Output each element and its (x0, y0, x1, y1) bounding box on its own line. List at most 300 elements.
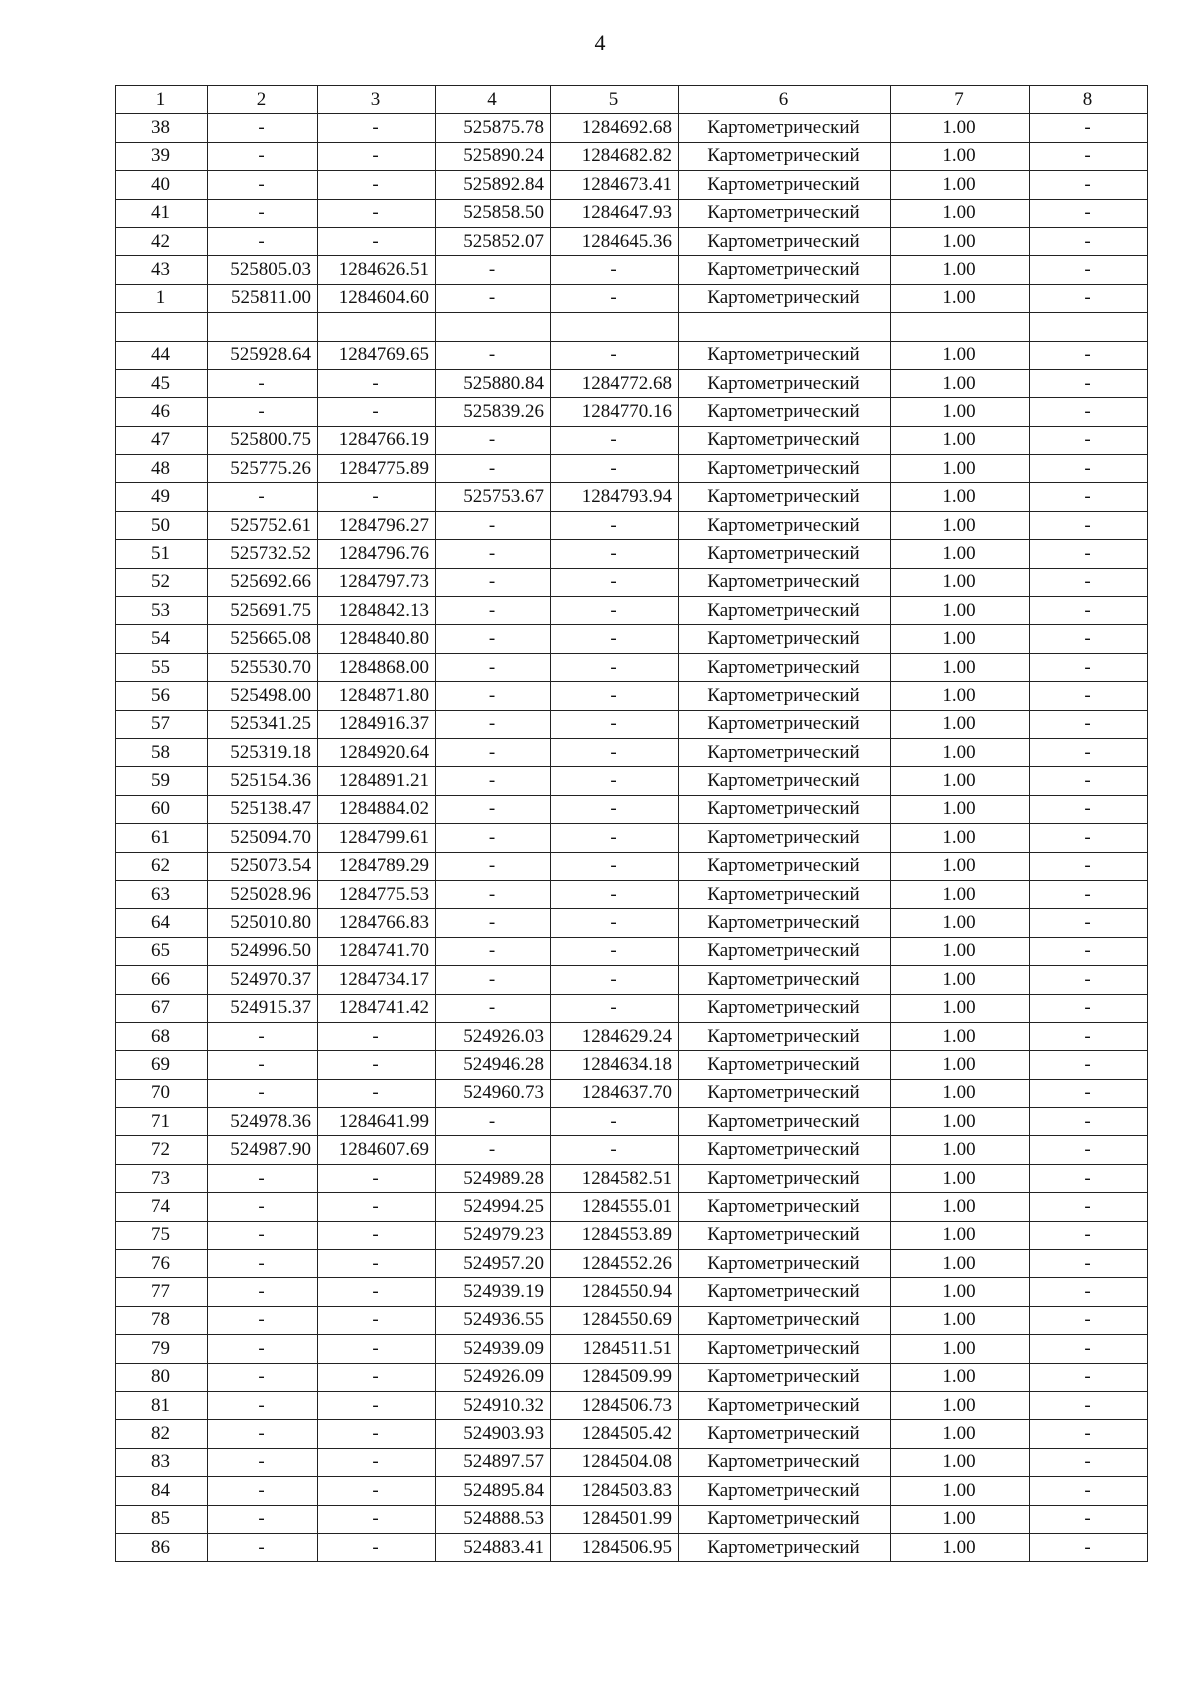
cell-accuracy: 1.00 (891, 767, 1030, 795)
cell-x-coordinate-b: - (436, 1108, 551, 1136)
cell-y-coordinate-b: 1284682.82 (551, 142, 679, 170)
cell-y-coordinate-b: 1284647.93 (551, 199, 679, 227)
cell-method: Картометрический (679, 455, 891, 483)
cell-y-coordinate-a: - (318, 1335, 436, 1363)
column-header-3: 3 (318, 86, 436, 114)
cell-method: Картометрический (679, 1221, 891, 1249)
table-body (116, 86, 1148, 1562)
cell-x-coordinate-b: - (436, 455, 551, 483)
cell-accuracy: 1.00 (891, 511, 1030, 539)
cell-point-number: 80 (116, 1363, 208, 1391)
cell-note: - (1030, 1221, 1148, 1249)
cell-point-number: 54 (116, 625, 208, 653)
cell-x-coordinate-a: 524915.37 (208, 994, 318, 1022)
table-row (116, 909, 1148, 937)
cell-accuracy: 1.00 (891, 625, 1030, 653)
cell-method: Картометрический (679, 625, 891, 653)
cell-y-coordinate-a: - (318, 171, 436, 199)
cell-x-coordinate-a: - (208, 1221, 318, 1249)
cell-y-coordinate-a: 1284626.51 (318, 256, 436, 284)
cell-y-coordinate-b (551, 313, 679, 341)
cell-point-number: 70 (116, 1079, 208, 1107)
cell-y-coordinate-a: 1284775.89 (318, 455, 436, 483)
cell-y-coordinate-b: 1284673.41 (551, 171, 679, 199)
cell-accuracy: 1.00 (891, 653, 1030, 681)
cell-method: Картометрический (679, 199, 891, 227)
cell-y-coordinate-b: - (551, 852, 679, 880)
table-row (116, 966, 1148, 994)
cell-note: - (1030, 171, 1148, 199)
cell-method: Картометрический (679, 256, 891, 284)
cell-x-coordinate-b: 524895.84 (436, 1477, 551, 1505)
cell-point-number: 75 (116, 1221, 208, 1249)
column-header-6: 6 (679, 86, 891, 114)
cell-x-coordinate-b: - (436, 795, 551, 823)
cell-accuracy: 1.00 (891, 540, 1030, 568)
cell-y-coordinate-b: 1284552.26 (551, 1250, 679, 1278)
cell-point-number: 50 (116, 511, 208, 539)
cell-method: Картометрический (679, 824, 891, 852)
cell-note: - (1030, 795, 1148, 823)
cell-y-coordinate-b: 1284582.51 (551, 1164, 679, 1192)
cell-y-coordinate-a: - (318, 1477, 436, 1505)
cell-y-coordinate-a (318, 313, 436, 341)
cell-x-coordinate-b: - (436, 852, 551, 880)
cell-y-coordinate-b: 1284629.24 (551, 1022, 679, 1050)
cell-x-coordinate-b: - (436, 682, 551, 710)
column-header-4: 4 (436, 86, 551, 114)
cell-x-coordinate-a: 525691.75 (208, 597, 318, 625)
table-row (116, 540, 1148, 568)
cell-y-coordinate-a: 1284920.64 (318, 738, 436, 766)
cell-note: - (1030, 937, 1148, 965)
cell-y-coordinate-b: 1284555.01 (551, 1193, 679, 1221)
cell-y-coordinate-a: - (318, 1363, 436, 1391)
cell-accuracy: 1.00 (891, 1335, 1030, 1363)
cell-x-coordinate-b: - (436, 824, 551, 852)
table-row (116, 483, 1148, 511)
cell-accuracy: 1.00 (891, 1193, 1030, 1221)
cell-accuracy: 1.00 (891, 227, 1030, 255)
cell-method: Картометрический (679, 1108, 891, 1136)
cell-accuracy: 1.00 (891, 284, 1030, 312)
cell-x-coordinate-a: 525498.00 (208, 682, 318, 710)
cell-note: - (1030, 682, 1148, 710)
cell-y-coordinate-b: 1284550.69 (551, 1306, 679, 1334)
cell-x-coordinate-b: - (436, 937, 551, 965)
cell-x-coordinate-a: - (208, 199, 318, 227)
cell-y-coordinate-b: - (551, 966, 679, 994)
cell-y-coordinate-b: 1284501.99 (551, 1505, 679, 1533)
cell-method: Картометрический (679, 171, 891, 199)
cell-x-coordinate-a: 525732.52 (208, 540, 318, 568)
cell-accuracy: 1.00 (891, 1391, 1030, 1419)
table-row (116, 1221, 1148, 1249)
cell-accuracy (891, 313, 1030, 341)
table-row (116, 795, 1148, 823)
cell-note: - (1030, 1477, 1148, 1505)
cell-x-coordinate-b: - (436, 653, 551, 681)
cell-note: - (1030, 1193, 1148, 1221)
cell-x-coordinate-a: 525010.80 (208, 909, 318, 937)
cell-point-number: 43 (116, 256, 208, 284)
cell-y-coordinate-b: 1284511.51 (551, 1335, 679, 1363)
cell-x-coordinate-a: 525154.36 (208, 767, 318, 795)
cell-point-number: 67 (116, 994, 208, 1022)
cell-y-coordinate-b: - (551, 738, 679, 766)
cell-y-coordinate-b: - (551, 937, 679, 965)
cell-y-coordinate-a: - (318, 142, 436, 170)
cell-method: Картометрический (679, 682, 891, 710)
table-row (116, 653, 1148, 681)
cell-x-coordinate-a: - (208, 483, 318, 511)
column-header-2: 2 (208, 86, 318, 114)
cell-method: Картометрический (679, 1193, 891, 1221)
cell-x-coordinate-b: 524903.93 (436, 1420, 551, 1448)
cell-accuracy: 1.00 (891, 1221, 1030, 1249)
cell-y-coordinate-a: - (318, 1533, 436, 1561)
cell-y-coordinate-b: - (551, 455, 679, 483)
cell-method: Картометрический (679, 1250, 891, 1278)
cell-y-coordinate-b: - (551, 511, 679, 539)
cell-accuracy: 1.00 (891, 1533, 1030, 1561)
cell-method: Картометрический (679, 341, 891, 369)
table-row (116, 1022, 1148, 1050)
table-row (116, 511, 1148, 539)
cell-accuracy: 1.00 (891, 1363, 1030, 1391)
cell-y-coordinate-a: 1284766.83 (318, 909, 436, 937)
cell-method: Картометрический (679, 1136, 891, 1164)
cell-method: Картометрический (679, 710, 891, 738)
cell-point-number: 59 (116, 767, 208, 795)
cell-note: - (1030, 1335, 1148, 1363)
cell-y-coordinate-a: - (318, 369, 436, 397)
cell-x-coordinate-a: 524978.36 (208, 1108, 318, 1136)
cell-point-number: 74 (116, 1193, 208, 1221)
cell-note: - (1030, 966, 1148, 994)
cell-point-number: 84 (116, 1477, 208, 1505)
table-header-row (116, 86, 1148, 114)
cell-x-coordinate-b: - (436, 1136, 551, 1164)
cell-x-coordinate-a: - (208, 1335, 318, 1363)
cell-accuracy: 1.00 (891, 937, 1030, 965)
cell-point-number: 78 (116, 1306, 208, 1334)
cell-x-coordinate-a: 525319.18 (208, 738, 318, 766)
cell-x-coordinate-a: - (208, 1278, 318, 1306)
cell-x-coordinate-b: - (436, 284, 551, 312)
cell-accuracy: 1.00 (891, 199, 1030, 227)
cell-point-number: 86 (116, 1533, 208, 1561)
cell-x-coordinate-a: 524987.90 (208, 1136, 318, 1164)
cell-note: - (1030, 398, 1148, 426)
cell-x-coordinate-b: 524888.53 (436, 1505, 551, 1533)
cell-method: Картометрический (679, 738, 891, 766)
cell-y-coordinate-a: 1284799.61 (318, 824, 436, 852)
cell-note: - (1030, 1278, 1148, 1306)
cell-accuracy: 1.00 (891, 1477, 1030, 1505)
table-row (116, 824, 1148, 852)
cell-x-coordinate-b: 524957.20 (436, 1250, 551, 1278)
cell-point-number: 49 (116, 483, 208, 511)
cell-method: Картометрический (679, 1278, 891, 1306)
cell-accuracy: 1.00 (891, 852, 1030, 880)
cell-x-coordinate-a: - (208, 1022, 318, 1050)
cell-note: - (1030, 1363, 1148, 1391)
cell-y-coordinate-a: 1284775.53 (318, 880, 436, 908)
table-row (116, 682, 1148, 710)
cell-method: Картометрический (679, 540, 891, 568)
table-row (116, 1193, 1148, 1221)
cell-point-number: 56 (116, 682, 208, 710)
cell-accuracy: 1.00 (891, 909, 1030, 937)
cell-method: Картометрический (679, 1335, 891, 1363)
cell-y-coordinate-b: 1284503.83 (551, 1477, 679, 1505)
table-row (116, 1420, 1148, 1448)
cell-accuracy: 1.00 (891, 966, 1030, 994)
cell-method: Картометрический (679, 284, 891, 312)
cell-x-coordinate-b: 524939.09 (436, 1335, 551, 1363)
column-header-8: 8 (1030, 86, 1148, 114)
cell-note: - (1030, 1391, 1148, 1419)
cell-x-coordinate-a: - (208, 1250, 318, 1278)
cell-method: Картометрический (679, 1533, 891, 1561)
cell-x-coordinate-b: - (436, 540, 551, 568)
cell-note: - (1030, 1306, 1148, 1334)
cell-x-coordinate-b: - (436, 738, 551, 766)
cell-note: - (1030, 284, 1148, 312)
cell-x-coordinate-b: 524946.28 (436, 1051, 551, 1079)
cell-y-coordinate-b: - (551, 341, 679, 369)
cell-point-number: 55 (116, 653, 208, 681)
cell-x-coordinate-b: - (436, 568, 551, 596)
cell-y-coordinate-a: - (318, 1278, 436, 1306)
table-row (116, 738, 1148, 766)
cell-point-number: 77 (116, 1278, 208, 1306)
table-row (116, 199, 1148, 227)
cell-point-number: 52 (116, 568, 208, 596)
cell-accuracy: 1.00 (891, 682, 1030, 710)
cell-note: - (1030, 369, 1148, 397)
cell-method: Картометрический (679, 1051, 891, 1079)
cell-x-coordinate-b: - (436, 909, 551, 937)
cell-x-coordinate-a (208, 313, 318, 341)
table-row (116, 625, 1148, 653)
cell-method: Картометрический (679, 369, 891, 397)
cell-x-coordinate-a: 525530.70 (208, 653, 318, 681)
cell-y-coordinate-a: 1284796.27 (318, 511, 436, 539)
cell-x-coordinate-b: - (436, 880, 551, 908)
cell-method (679, 313, 891, 341)
cell-x-coordinate-b: - (436, 511, 551, 539)
cell-y-coordinate-a: 1284607.69 (318, 1136, 436, 1164)
cell-point-number: 61 (116, 824, 208, 852)
cell-note: - (1030, 738, 1148, 766)
cell-x-coordinate-b: 525858.50 (436, 199, 551, 227)
cell-y-coordinate-a: 1284884.02 (318, 795, 436, 823)
table-row (116, 284, 1148, 312)
cell-accuracy: 1.00 (891, 256, 1030, 284)
cell-method: Картометрический (679, 1391, 891, 1419)
cell-x-coordinate-a: 525138.47 (208, 795, 318, 823)
cell-y-coordinate-b: 1284692.68 (551, 114, 679, 142)
cell-y-coordinate-a: - (318, 199, 436, 227)
cell-x-coordinate-b: 524960.73 (436, 1079, 551, 1107)
table-row (116, 710, 1148, 738)
cell-method: Картометрический (679, 1306, 891, 1334)
cell-x-coordinate-a: - (208, 171, 318, 199)
cell-method: Картометрический (679, 852, 891, 880)
cell-point-number: 69 (116, 1051, 208, 1079)
cell-y-coordinate-b: - (551, 1136, 679, 1164)
cell-y-coordinate-a: - (318, 483, 436, 511)
table-row (116, 171, 1148, 199)
coordinates-table (115, 85, 1148, 1562)
cell-y-coordinate-a: 1284916.37 (318, 710, 436, 738)
cell-x-coordinate-b: 524926.03 (436, 1022, 551, 1050)
table-row (116, 994, 1148, 1022)
table-row (116, 1391, 1148, 1419)
table-row (116, 256, 1148, 284)
cell-y-coordinate-b: 1284793.94 (551, 483, 679, 511)
cell-note (1030, 313, 1148, 341)
cell-method: Картометрический (679, 1363, 891, 1391)
cell-accuracy: 1.00 (891, 710, 1030, 738)
cell-y-coordinate-a: 1284789.29 (318, 852, 436, 880)
cell-method: Картометрический (679, 483, 891, 511)
cell-note: - (1030, 1505, 1148, 1533)
cell-y-coordinate-b: 1284506.73 (551, 1391, 679, 1419)
table-row (116, 1505, 1148, 1533)
cell-y-coordinate-a: - (318, 114, 436, 142)
cell-method: Картометрический (679, 1448, 891, 1476)
cell-accuracy: 1.00 (891, 880, 1030, 908)
table-row (116, 568, 1148, 596)
cell-y-coordinate-b: 1284506.95 (551, 1533, 679, 1561)
cell-accuracy: 1.00 (891, 1108, 1030, 1136)
cell-accuracy: 1.00 (891, 398, 1030, 426)
cell-accuracy: 1.00 (891, 1164, 1030, 1192)
cell-x-coordinate-a: 525665.08 (208, 625, 318, 653)
cell-y-coordinate-a: - (318, 227, 436, 255)
cell-x-coordinate-b (436, 313, 551, 341)
cell-point-number: 58 (116, 738, 208, 766)
cell-method: Картометрический (679, 1420, 891, 1448)
cell-x-coordinate-a: - (208, 1051, 318, 1079)
cell-x-coordinate-b: 524936.55 (436, 1306, 551, 1334)
cell-method: Картометрический (679, 426, 891, 454)
cell-note: - (1030, 455, 1148, 483)
cell-point-number: 76 (116, 1250, 208, 1278)
cell-x-coordinate-a: - (208, 1164, 318, 1192)
cell-note: - (1030, 1164, 1148, 1192)
cell-method: Картометрический (679, 795, 891, 823)
table-row (116, 1477, 1148, 1505)
cell-method: Картометрический (679, 511, 891, 539)
cell-method: Картометрический (679, 966, 891, 994)
cell-point-number: 83 (116, 1448, 208, 1476)
table-row (116, 1533, 1148, 1561)
cell-x-coordinate-a: 525341.25 (208, 710, 318, 738)
cell-y-coordinate-a: 1284797.73 (318, 568, 436, 596)
cell-x-coordinate-a: - (208, 1306, 318, 1334)
cell-point-number: 51 (116, 540, 208, 568)
cell-x-coordinate-a: - (208, 1448, 318, 1476)
cell-note: - (1030, 767, 1148, 795)
cell-note: - (1030, 1136, 1148, 1164)
cell-accuracy: 1.00 (891, 369, 1030, 397)
cell-y-coordinate-b: 1284645.36 (551, 227, 679, 255)
cell-point-number: 40 (116, 171, 208, 199)
cell-point-number: 41 (116, 199, 208, 227)
cell-y-coordinate-b: - (551, 653, 679, 681)
cell-x-coordinate-b: - (436, 710, 551, 738)
cell-point-number: 62 (116, 852, 208, 880)
cell-y-coordinate-a: 1284641.99 (318, 1108, 436, 1136)
cell-x-coordinate-b: 525890.24 (436, 142, 551, 170)
cell-y-coordinate-a: 1284891.21 (318, 767, 436, 795)
table-row (116, 937, 1148, 965)
cell-x-coordinate-b: - (436, 426, 551, 454)
cell-accuracy: 1.00 (891, 1136, 1030, 1164)
cell-point-number: 81 (116, 1391, 208, 1419)
table-row (116, 114, 1148, 142)
cell-note: - (1030, 824, 1148, 852)
cell-note: - (1030, 540, 1148, 568)
column-header-7: 7 (891, 86, 1030, 114)
cell-x-coordinate-b: 525852.07 (436, 227, 551, 255)
cell-point-number: 64 (116, 909, 208, 937)
cell-y-coordinate-a: - (318, 1051, 436, 1079)
cell-note: - (1030, 625, 1148, 653)
cell-x-coordinate-b: 525892.84 (436, 171, 551, 199)
table-row (116, 852, 1148, 880)
cell-x-coordinate-a: 525094.70 (208, 824, 318, 852)
cell-y-coordinate-a: 1284871.80 (318, 682, 436, 710)
cell-x-coordinate-a: 525752.61 (208, 511, 318, 539)
cell-point-number: 68 (116, 1022, 208, 1050)
cell-point-number: 53 (116, 597, 208, 625)
cell-y-coordinate-b: - (551, 880, 679, 908)
cell-note: - (1030, 1079, 1148, 1107)
table-row (116, 341, 1148, 369)
cell-y-coordinate-a: 1284741.42 (318, 994, 436, 1022)
cell-y-coordinate-a: 1284741.70 (318, 937, 436, 965)
cell-x-coordinate-b: 524979.23 (436, 1221, 551, 1249)
table-row (116, 1306, 1148, 1334)
cell-method: Картометрический (679, 142, 891, 170)
cell-y-coordinate-a: 1284734.17 (318, 966, 436, 994)
table-row (116, 1363, 1148, 1391)
cell-accuracy: 1.00 (891, 738, 1030, 766)
cell-x-coordinate-b: 524883.41 (436, 1533, 551, 1561)
cell-y-coordinate-a: - (318, 1079, 436, 1107)
cell-y-coordinate-b: 1284634.18 (551, 1051, 679, 1079)
cell-point-number: 82 (116, 1420, 208, 1448)
cell-y-coordinate-a: - (318, 1306, 436, 1334)
cell-accuracy: 1.00 (891, 1278, 1030, 1306)
cell-accuracy: 1.00 (891, 142, 1030, 170)
cell-method: Картометрический (679, 1505, 891, 1533)
cell-point-number: 1 (116, 284, 208, 312)
cell-y-coordinate-b: 1284550.94 (551, 1278, 679, 1306)
cell-accuracy: 1.00 (891, 1079, 1030, 1107)
table-row (116, 455, 1148, 483)
cell-y-coordinate-a: 1284604.60 (318, 284, 436, 312)
cell-y-coordinate-b: - (551, 710, 679, 738)
cell-accuracy: 1.00 (891, 455, 1030, 483)
cell-y-coordinate-b: - (551, 682, 679, 710)
cell-point-number: 42 (116, 227, 208, 255)
